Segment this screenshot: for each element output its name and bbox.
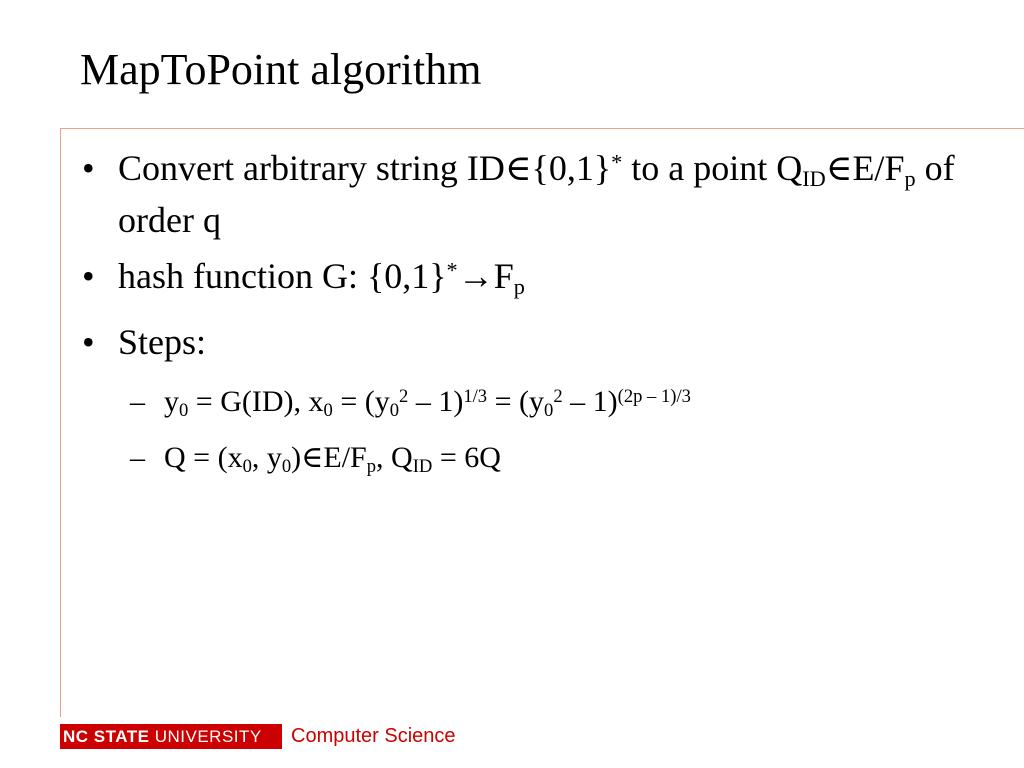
slide-title: MapToPoint algorithm (80, 45, 482, 94)
step-equation-1 (80, 380, 1000, 424)
bullet-hash-function (80, 250, 1000, 302)
bullet-text: Steps: (118, 322, 207, 362)
sub-bullet-marker: – (130, 441, 145, 474)
bullet-steps (80, 316, 1000, 368)
bullet-marker: • (82, 322, 95, 362)
footer (60, 724, 456, 749)
bullet-text: hash function G: $\{0,1\}^*\to F_p$ (118, 256, 525, 300)
step-equation-2 (80, 436, 1000, 480)
horizontal-divider (60, 128, 1024, 129)
department-label: Computer Science (291, 725, 456, 747)
slide-content (80, 142, 1000, 494)
step-text: $y_0 = G(ID)$, $x_0 = (y_0^2 - 1)^{1/3} = (y_0^2 - 1)^{(2p - 1)/3}$ (164, 385, 691, 422)
step-text: $Q = (x_0$, $y_0)\in E/F_p$, $Q_{ID} = 6Q$ (164, 441, 501, 478)
bullet-marker: • (82, 148, 95, 188)
vertical-divider (60, 128, 61, 717)
ncsu-logo: NC STATE UNIVERSITY (60, 724, 282, 749)
bullet-marker: • (82, 256, 95, 296)
bullet-convert (80, 142, 1000, 246)
bullet-text: Convert arbitrary string ID∈{0,1}* to a point $Q_{ID}\in E/F_p$ of order q (118, 148, 955, 240)
sub-bullet-marker: – (130, 385, 145, 418)
